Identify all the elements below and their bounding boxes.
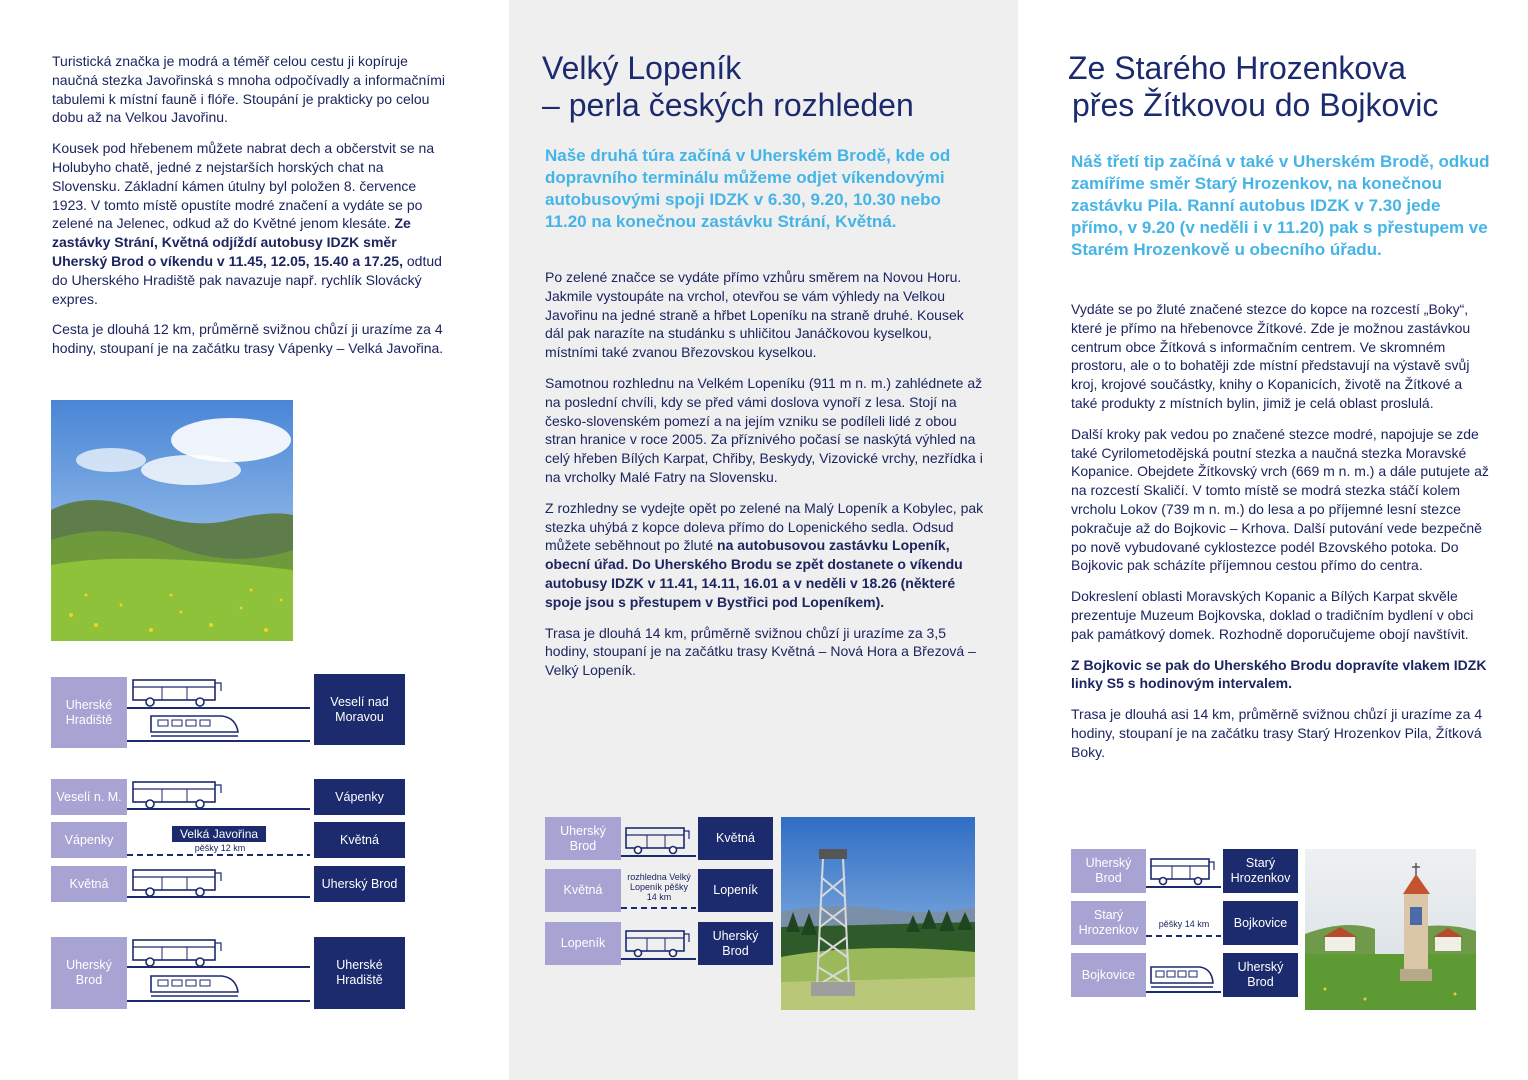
train-icon: [1150, 963, 1216, 989]
lookout-tower-photo: [781, 817, 975, 1010]
col2-text: [545, 268, 985, 692]
col2-paragraph-2: Samotnou rozhlednu na Velkém Lopeníku (911 m n. m.) zahlédnete až na poslední chvíli, kdy se před vámi doslova vynoří z lesa. Stojí na česko-slovenském pomezí a na jejím vzniku se podíleli lidé z obou stran hranice v roce 2005. Za příznivého počasí se naskýtá výhled na celý hřeben Bílých Karpat, Chřiby, Beskydy, Vizovické vrchy, nezřídka i na vrcholky Malé Fatry na Slovensku.: [545, 374, 983, 485]
bus-icon: [625, 825, 691, 855]
stop-to: Bojkovice: [1223, 901, 1298, 945]
bus-icon: [132, 937, 224, 967]
column-1: [0, 0, 509, 1080]
route-line: [1146, 991, 1221, 993]
col3-paragraph-5: Trasa je dlouhá asi 14 km, průměrně svižnou chůzí ji urazíme za 4 hodiny, stoupaní je na začátku trasy Starý Hrozenkov Pila, Žítková Boky.: [1071, 706, 1483, 760]
page-title-3: Ze Starého Hrozenkova přes Žítkovou do Bojkovic: [1068, 50, 1439, 123]
walk-line: [1146, 935, 1221, 937]
col3-text: [1071, 300, 1491, 774]
train-icon: [150, 712, 242, 740]
col3-paragraph-1: Vydáte se po žluté značené stezce do kopce na rozcestí „Boky“, které je přímo na hřebenovce Žítkové. Zde je možnou zastávkou centrum obce Žítková s informačním centrem. Ve skromném prostoru, ale o to bohatěji zde místní představují na výstavě svůj kroj, krojové součástky, knihy o Kopanicích, životě na Žítkové a také produkty z místních bylin, jimiž je celá oblast proslulá.: [1071, 301, 1471, 411]
route-line: [127, 1000, 310, 1002]
col3-paragraph-2: Další kroky pak vedou po značené stezce modré, napojuje se zde také Cyrilometodějská poutní stezka a naučná stezka Moravské Kopanice. Obejdete Žítkovský vrch (669 m n. m.) a dále putujete až na rozcestí Skaličí. V tomto místě se modrá stezka stáčí kolem vrcholu Lokov (739 m n. m.) do lesa a po příjemné lesní stezce pokračuje až do Bojkovic – Krhova. Další putování vede bezpečně po nově vybudované cyklostezce podél Bzovského potoka. Do Bojkovic pak scházíte příjemnou cestou přímo do centra.: [1071, 425, 1489, 574]
stop-to: Starý Hrozenkov: [1223, 849, 1298, 893]
stop-to: Květná: [698, 817, 773, 860]
bus-icon: [1150, 856, 1216, 886]
stop-from: Uherské Hradiště: [51, 677, 127, 748]
walk-line: [621, 907, 696, 909]
bus-icon: [625, 928, 691, 958]
col2-paragraph-3: Z rozhledny se vydejte opět po zelené na Malý Lopeník a Kobylec, pak stezka uhýbá z kopce doleva přímo do Lopenického sedla. Odsud můžete seběhnout po žluté na autobusovou zastávku Lopeník, obecní úřad. Do Uherského Brodu se zpět dostanete o víkendu autobusy IDZK v 11.41, 14.11, 16.01 a v neděli v 18.26 (některé spoje jsou s přestupem v Bystřici pod Lopeníkem).: [545, 499, 984, 610]
stop-from: Uherský Brod: [51, 937, 127, 1009]
stop-to: Uherský Brod: [314, 866, 405, 902]
stop-to: Květná: [314, 822, 405, 858]
column-3: [1018, 0, 1528, 1080]
stop-to: Uherský Brod: [1223, 953, 1298, 997]
stop-from: Květná: [545, 869, 621, 912]
stop-from: Květná: [51, 866, 127, 902]
stop-from: Starý Hrozenkov: [1071, 901, 1146, 945]
lead-paragraph-2: Naše druhá túra začíná v Uherském Brodě, kde od dopravního terminálu můžeme odjet víkendovými autobusovými spoji IDZK v 6.30, 9.20, 10.30 nebo 11.20 na konečnou zastávku Strání, Květná.: [545, 146, 951, 231]
col3-paragraph-4: Z Bojkovic se pak do Uherského Brodu dopravíte vlakem IDZK linky S5 s hodinovým intervalem.: [1071, 656, 1487, 692]
walk-label: Velká Javořina: [172, 826, 266, 842]
stop-from: Veselí n. M.: [51, 779, 127, 815]
route-line: [621, 958, 696, 960]
route-line: [1146, 886, 1221, 888]
stop-from: Bojkovice: [1071, 953, 1146, 997]
col1-text: [52, 52, 452, 370]
stop-to: Veselí nad Moravou: [314, 674, 405, 745]
col1-paragraph-3: Cesta je dlouhá 12 km, průměrně svižnou chůzí ji urazíme za 4 hodiny, stoupaní je na začátku trasy Vápenky – Velká Javořina.: [52, 321, 444, 357]
walk-distance: rozhledna Velký Lopeník pěšky 14 km: [627, 872, 691, 902]
meadow-photo: [51, 400, 293, 641]
stop-to: Vápenky: [314, 779, 405, 815]
route-line: [621, 855, 696, 857]
stop-from: Uherský Brod: [1071, 849, 1146, 893]
col2-paragraph-1: Po zelené značce se vydáte přímo vzhůru směrem na Novou Horu. Jakmile vystoupáte na vrchol, otevřou se vám výhledy na Velkou Javořinu na jedné straně a hřbet Lopeníku na straně druhé. Kousek dál pak narazíte na studánku s uhličitou Janáčkovou kyselkou, místními také zvanou Březovskou kyselkou.: [545, 269, 964, 361]
train-icon: [150, 972, 242, 1000]
col1-paragraph-1: Turistická značka je modrá a téměř celou cestu ji kopíruje naučná stezka Javořinská s mnoha odpočívadly a informačními tabulemi k místní fauně i flóře. Stoupání je prakticky po celou dobu až na Velkou Javořinu.: [52, 53, 445, 126]
walk-distance: pěšky 12 km: [194, 843, 246, 853]
col1-paragraph-2: Kousek pod hřebenem můžete nabrat dech a občerstvit se na Holubyho chatě, jedné z nejstarších horských chat na Slovensku. Základní kámen útulny byl položen 8. července 1923. V tomto místě opustíte modré značení a vydáte se po zelené na Jelenec, odkud až do Květné jenom klesáte. Ze zastávky Strání, Květná odjíždí autobusy IDZK směr Uherský Brod o víkendu v 11.45, 12.05, 15.40 a 17.25, odtud do Uherského Hradiště pak navazuje např. rychlík Slovácký expres.: [52, 140, 442, 307]
bus-icon: [132, 867, 224, 897]
bus-icon: [132, 779, 224, 809]
stop-to: Lopeník: [698, 869, 773, 912]
route-line: [127, 707, 310, 709]
walk-distance: pěšky 14 km: [1158, 919, 1210, 929]
chapel-photo: [1305, 849, 1476, 1010]
col2-paragraph-4: Trasa je dlouhá 14 km, průměrně svižnou chůzí ji urazíme za 3,5 hodiny, stoupaní je na začátku trasy Květná – Nová Hora a Březová – Velký Lopeník.: [545, 624, 976, 679]
stop-from: Uherský Brod: [545, 817, 621, 860]
col3-paragraph-3: Dokreslení oblasti Moravských Kopanic a Bílých Karpat skvěle prezentuje Muzeum Bojkovska, doklad o tradičním bydlení v obci pak památkový domek. Rozhodně doporučujeme obojí navštívit.: [1071, 588, 1474, 642]
stop-from: Vápenky: [51, 822, 127, 858]
column-2: [509, 0, 1018, 1080]
stop-to: Uherský Brod: [698, 922, 773, 965]
bus-icon: [132, 677, 224, 707]
stop-from: Lopeník: [545, 922, 621, 965]
route-line: [127, 740, 310, 742]
lead-paragraph-3: Náš třetí tip začíná v také v Uherském Brodě, odkud zamíříme směr Starý Hrozenkov, na konečnou zastávku Pila. Ranní autobus IDZK v 7.30 jede přímo, v 9.20 (v neděli i v 11.20) pak s přestupem ve Starém Hrozenkově u obecního úřadu.: [1071, 152, 1490, 259]
stop-to: Uherské Hradiště: [314, 937, 405, 1009]
walk-line: [127, 854, 310, 856]
page-title-2: Velký Lopeník – perla českých rozhleden: [542, 50, 914, 123]
